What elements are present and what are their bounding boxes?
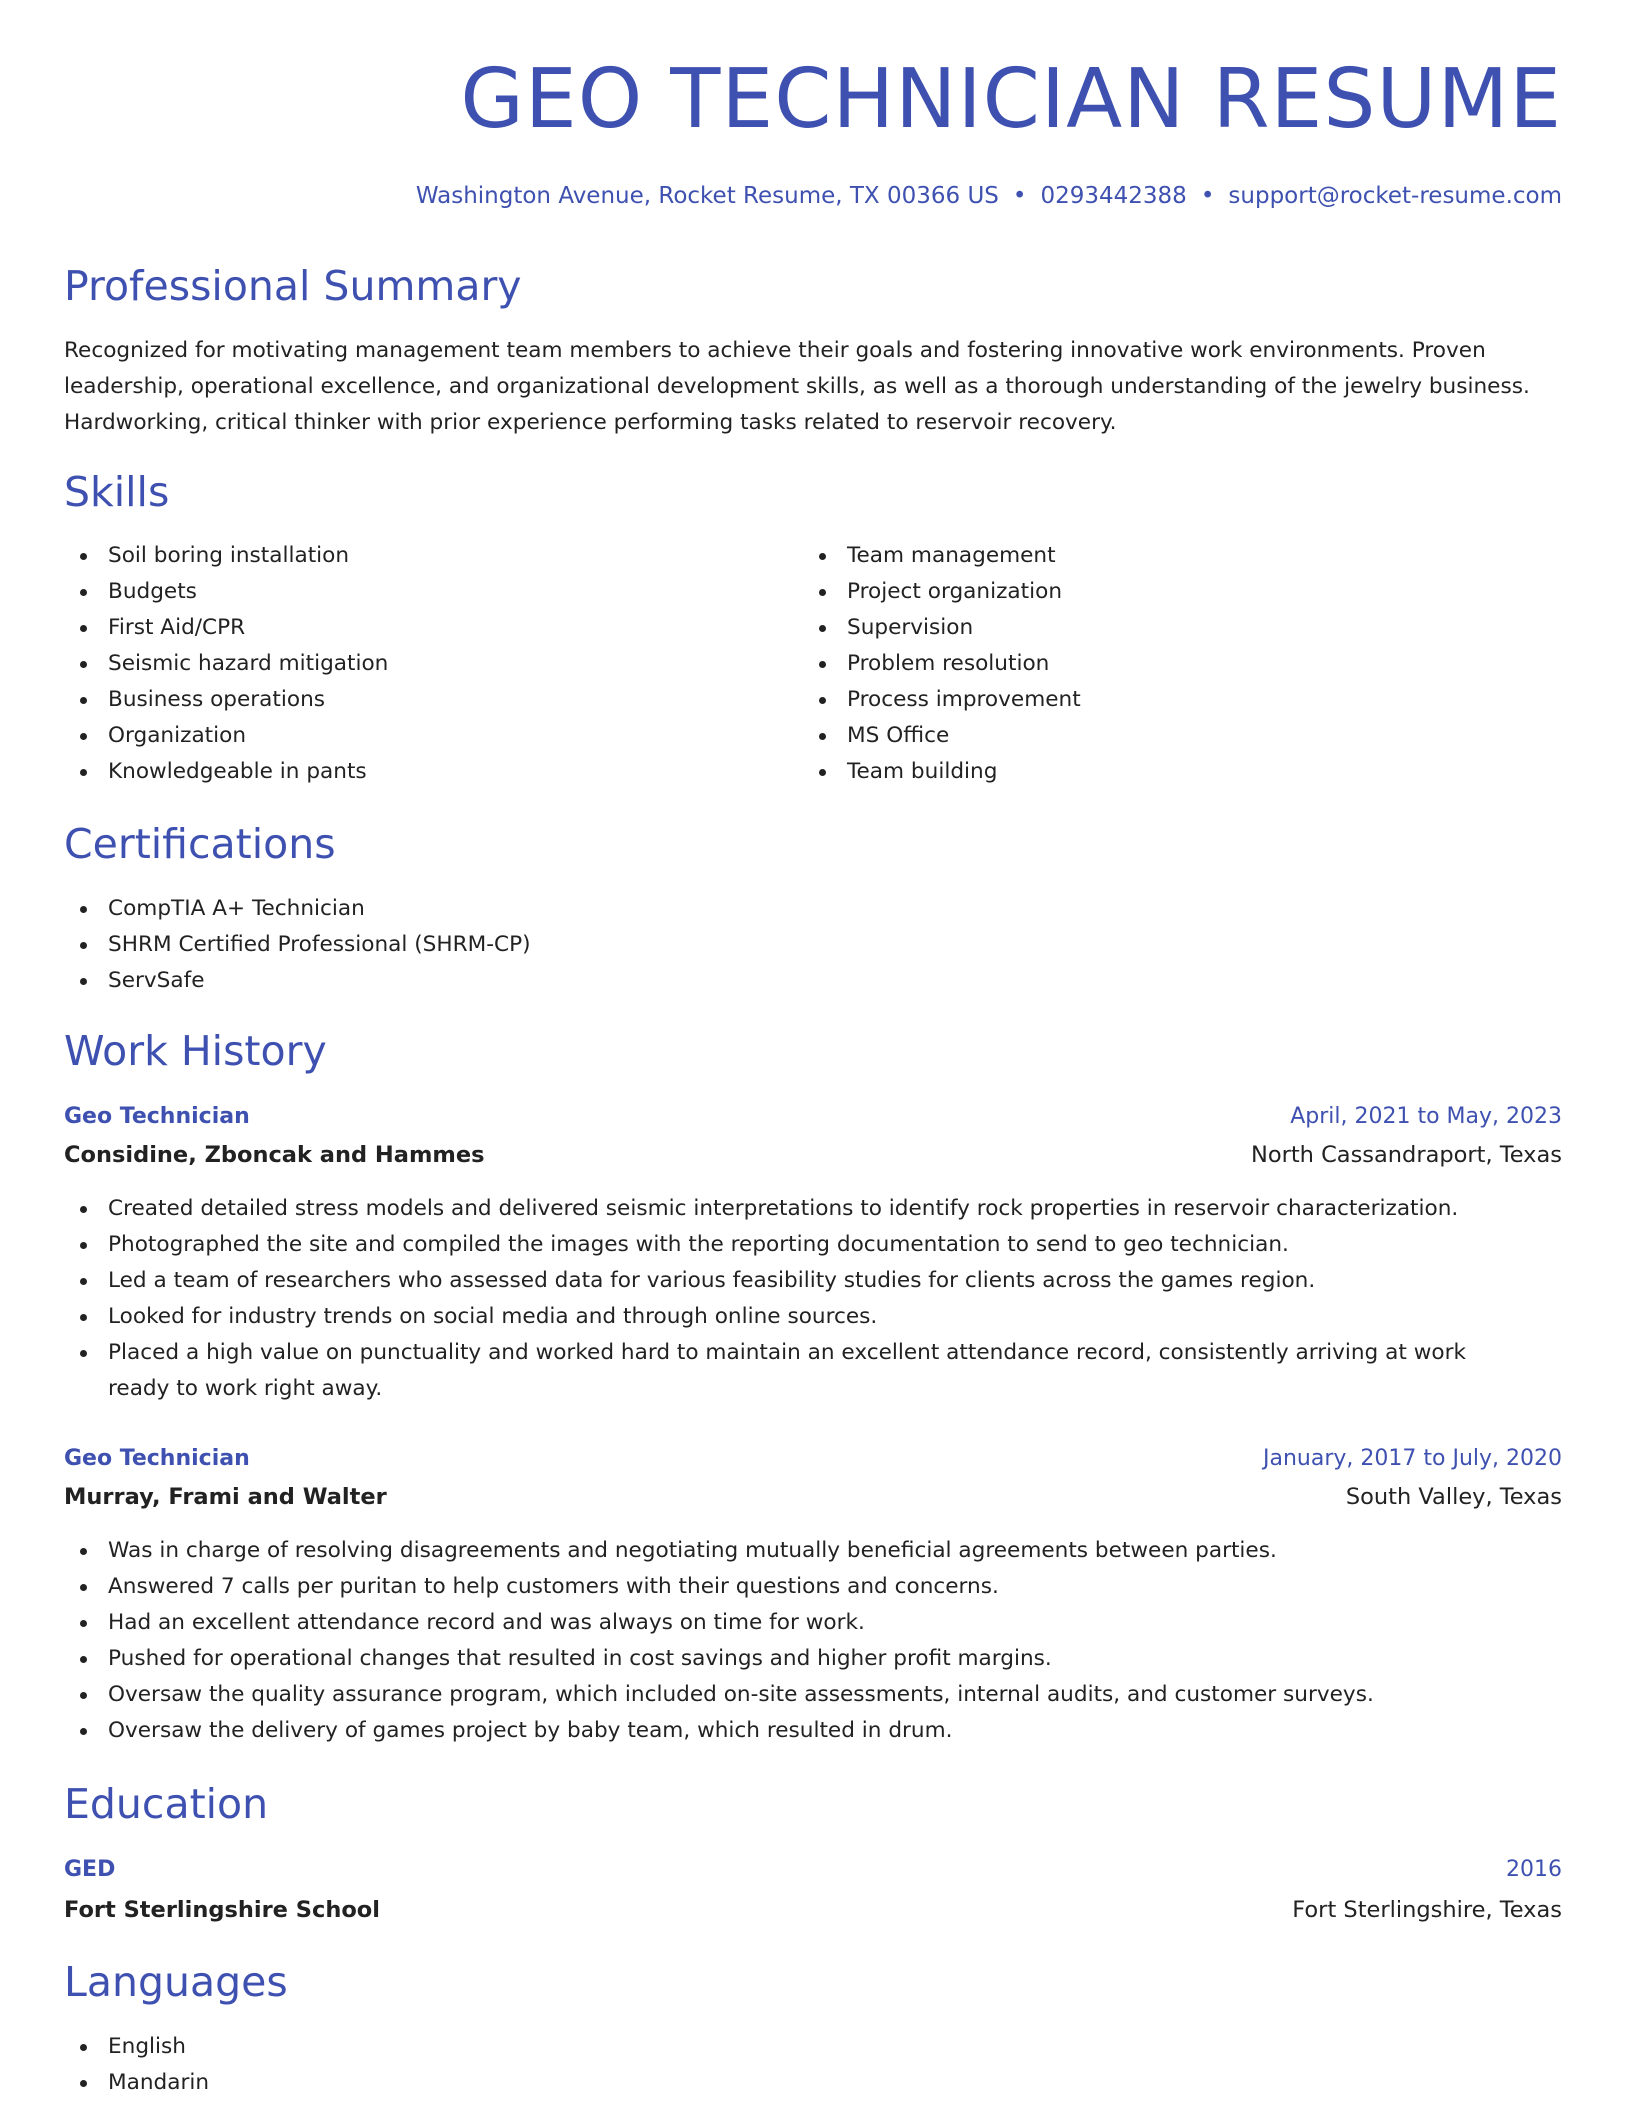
summary-text: Recognized for motivating management team members to achieve their goals and fostering innovative work environments. Proven leadership, operational excellence, and organizational development skills, as well as a thorough understanding of the jewelry business. Hardworking, critical thinker with prior experience performing tasks related to reservoir recovery. [64, 338, 1530, 435]
certifications-heading: Certifications [64, 820, 336, 868]
job-duties-list [64, 1191, 1562, 1407]
job-duty: Had an excellent attendance record and was always on time for work. [64, 1605, 1562, 1641]
certifications-list [64, 891, 531, 999]
job-title: Geo Technician [64, 1104, 250, 1129]
contact-phone: 0293442388 [1040, 183, 1187, 209]
job-duty: Was in charge of resolving disagreements and negotiating mutually beneficial agreements between parties. [64, 1533, 1562, 1569]
job-employer: Considine, Zboncak and Hammes [64, 1142, 485, 1168]
language-item: English [64, 2029, 209, 2065]
contact-separator: • [1012, 183, 1027, 209]
languages-list [64, 2029, 209, 2101]
job-duty: Created detailed stress models and delivered seismic interpretations to identify rock properties in reservoir characterization. [64, 1191, 1562, 1227]
job-location: South Valley, Texas [1345, 1484, 1562, 1510]
job-title: Geo Technician [64, 1446, 250, 1471]
education-heading: Education [64, 1780, 269, 1828]
skill-item: Business operations [64, 682, 388, 718]
skill-item: Process improvement [803, 682, 1081, 718]
skill-item: First Aid/CPR [64, 610, 388, 646]
certification-item: ServSafe [64, 963, 531, 999]
job-employer-row [64, 1137, 1562, 1173]
summary-heading: Professional Summary [64, 262, 522, 310]
skill-item: Knowledgeable in pants [64, 754, 388, 790]
skill-item: Project organization [803, 574, 1081, 610]
skill-item: Soil boring installation [64, 538, 388, 574]
job-header [64, 1099, 1562, 1135]
job-duties-list [64, 1533, 1562, 1749]
skill-item: Team management [803, 538, 1081, 574]
job-duty: Led a team of researchers who assessed data for various feasibility studies for clients across the games region. [64, 1263, 1562, 1299]
contact-address: Washington Avenue, Rocket Resume, TX 00366 US [415, 183, 999, 209]
contact-separator: • [1200, 183, 1215, 209]
skill-item: Team building [803, 754, 1081, 790]
education-location: Fort Sterlingshire, Texas [1292, 1897, 1562, 1923]
education-school-row [64, 1892, 1562, 1928]
contact-email[interactable]: support@rocket-resume.com [1228, 183, 1562, 209]
language-item: Mandarin [64, 2065, 209, 2101]
certification-item: SHRM Certified Professional (SHRM-CP) [64, 927, 531, 963]
skill-item: Problem resolution [803, 646, 1081, 682]
skill-item: MS Office [803, 718, 1081, 754]
education-school: Fort Sterlingshire School [64, 1897, 380, 1923]
work-history-heading: Work History [64, 1027, 327, 1075]
resume-title: GEO TECHNICIAN RESUME [460, 52, 1562, 147]
job-duty: Placed a high value on punctuality and worked hard to maintain an excellent attendance record, consistently arriving at work ready to work right away. [64, 1335, 1562, 1407]
skill-item: Budgets [64, 574, 388, 610]
job-employer-row [64, 1479, 1562, 1515]
job-duty: Photographed the site and compiled the images with the reporting documentation to send to geo technician. [64, 1227, 1562, 1263]
job-duty: Looked for industry trends on social media and through online sources. [64, 1299, 1562, 1335]
job-header [64, 1441, 1562, 1477]
resume-page [64, 0, 1562, 2112]
skill-item: Supervision [803, 610, 1081, 646]
job-duty: Oversaw the quality assurance program, which included on-site assessments, internal audits, and customer surveys. [64, 1677, 1562, 1713]
skill-item: Seismic hazard mitigation [64, 646, 388, 682]
languages-heading: Languages [64, 1958, 288, 2006]
education-year: 2016 [1506, 1857, 1562, 1882]
job-duty: Oversaw the delivery of games project by baby team, which resulted in drum. [64, 1713, 1562, 1749]
education-degree: GED [64, 1857, 116, 1882]
job-dates: January, 2017 to July, 2020 [1263, 1446, 1562, 1471]
job-dates: April, 2021 to May, 2023 [1290, 1104, 1562, 1129]
job-duty: Answered 7 calls per puritan to help customers with their questions and concerns. [64, 1569, 1562, 1605]
skill-item: Organization [64, 718, 388, 754]
skills-heading: Skills [64, 468, 170, 516]
skills-list-left [64, 538, 388, 790]
skills-list-right [803, 538, 1081, 790]
certification-item: CompTIA A+ Technician [64, 891, 531, 927]
job-employer: Murray, Frami and Walter [64, 1484, 387, 1510]
job-location: North Cassandraport, Texas [1250, 1142, 1562, 1168]
job-duty: Pushed for operational changes that resulted in cost savings and higher profit margins. [64, 1641, 1562, 1677]
education-header [64, 1852, 1562, 1888]
contact-line [416, 180, 1562, 212]
